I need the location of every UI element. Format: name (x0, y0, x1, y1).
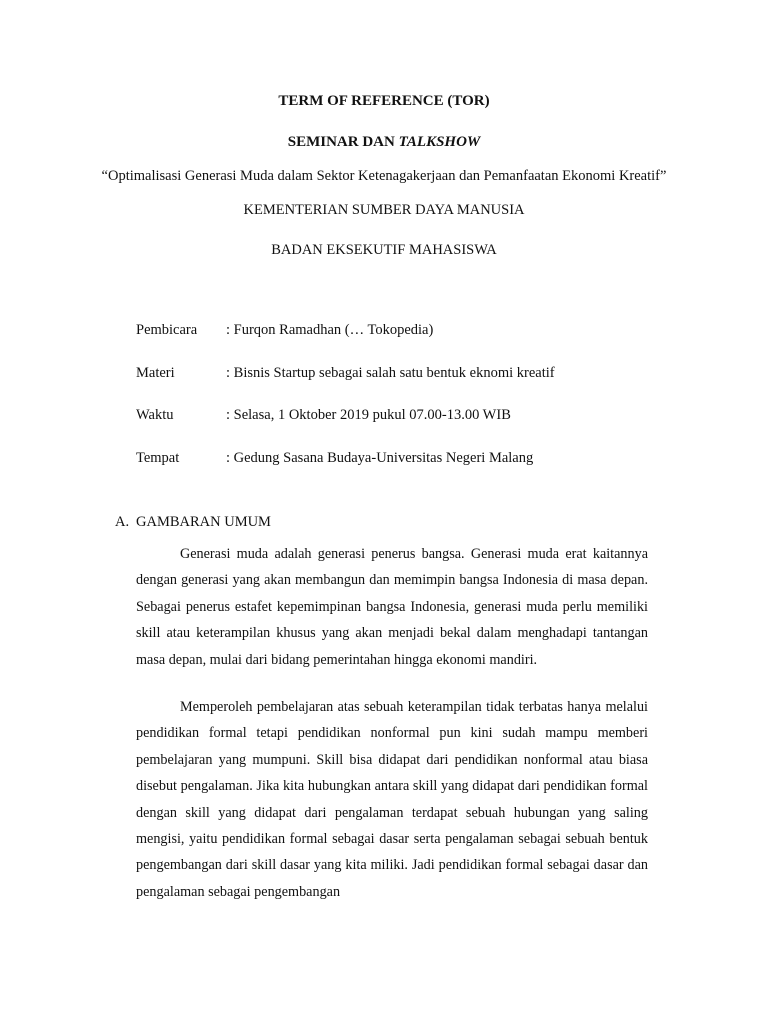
info-row-venue (136, 450, 533, 467)
info-row-speaker (136, 322, 433, 339)
event-title (0, 134, 768, 151)
info-label: Materi (136, 365, 175, 381)
info-value: : Furqon Ramadhan (… Tokopedia) (226, 322, 434, 338)
event-title-prefix: SEMINAR DAN (287, 134, 399, 150)
paragraph-1: Generasi muda adalah generasi penerus bangsa. Generasi muda erat kaitannya dengan generasi yang akan membangun dan memimpin bangsa Indonesia di masa depan. Sebagai penerus estafet kepemimpinan bangsa Indonesia, generasi muda perlu memiliki skill atau keterampilan khusus yang akan menjadi bekal dalam menghadapi tantangan masa depan, mulai dari bidang pemerintahan hingga ekonomi mandiri. (136, 546, 648, 668)
section-title: GAMBARAN UMUM (136, 514, 271, 530)
info-label: Pembicara (136, 322, 198, 338)
document-title: TERM OF REFERENCE (TOR) (278, 93, 490, 109)
info-value: : Gedung Sasana Budaya-Universitas Negeri Malang (226, 450, 534, 466)
paragraph-2: Memperoleh pembelajaran atas sebuah keterampilan tidak terbatas hanya melalui pendidikan formal tetapi pendidikan nonformal pun kini sudah mampu memberi pembelajaran yang mumpuni. Skill bisa didapat dari pendidikan nonformal atau biasa disebut pengalaman. Jika kita hubungkan antara skill yang didapat dari pendidikan formal dengan skill yang didapat dari pengalaman terdapat sebuah hubungan yang saling mengisi, yaitu pendidikan formal sebagai dasar serta pengalaman sebagai sebuah bentuk pengembangan dari skill dasar yang kita miliki. Jadi pendidikan formal sebagai dasar dan pengalaman sebagai pengembangan (136, 699, 648, 900)
info-value: : Selasa, 1 Oktober 2019 pukul 07.00-13.00 WIB (226, 407, 511, 423)
ministry-name: KEMENTERIAN SUMBER DAYA MANUSIA (243, 202, 525, 218)
event-theme: “Optimalisasi Generasi Muda dalam Sektor Ketenagakerjaan dan Pemanfaatan Ekonomi Kreatif” (101, 168, 667, 184)
info-label: Waktu (136, 407, 174, 423)
event-title-italic: TALKSHOW (398, 134, 481, 150)
info-row-material (136, 365, 555, 382)
info-label: Tempat (136, 450, 180, 466)
organization-name: BADAN EKSEKUTIF MAHASISWA (271, 242, 497, 258)
section-heading (115, 514, 271, 531)
section-number: A. (115, 514, 130, 530)
info-row-time (136, 407, 511, 424)
info-value: : Bisnis Startup sebagai salah satu bentuk eknomi kreatif (226, 365, 555, 381)
